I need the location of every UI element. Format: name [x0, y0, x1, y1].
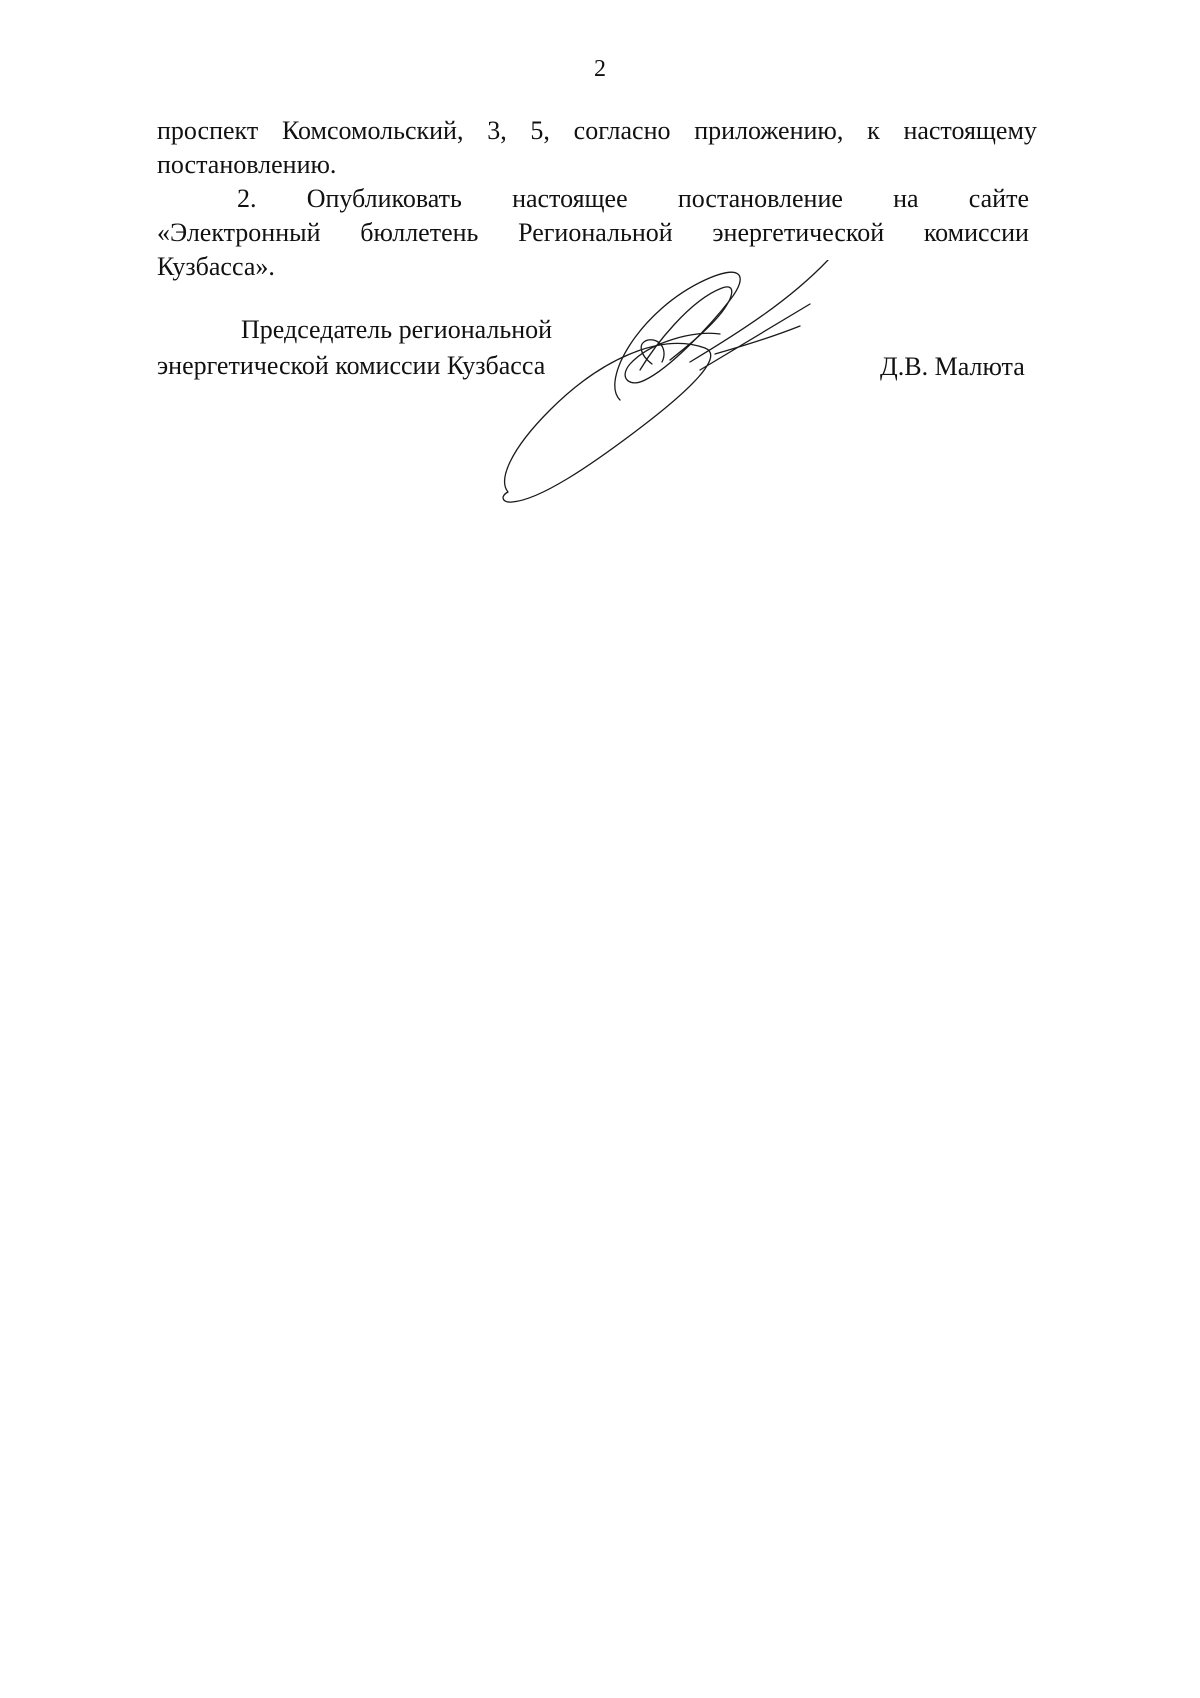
word: бюллетень — [360, 218, 479, 247]
word: настоящее — [512, 184, 628, 213]
word: приложению, — [694, 116, 844, 145]
word: согласно — [573, 116, 671, 145]
word: к — [867, 116, 880, 145]
word: на — [893, 184, 919, 213]
page-number: 2 — [594, 56, 606, 82]
word: «Электронный — [157, 218, 321, 247]
word: сайте — [968, 184, 1029, 213]
paragraph-2-line-3: Кузбасса». — [157, 252, 275, 281]
word: 5, — [530, 116, 550, 145]
word: энергетической — [712, 218, 885, 247]
paragraph-1-line-1 — [157, 114, 1037, 148]
handwritten-signature — [490, 260, 930, 550]
word: Региональной — [518, 218, 673, 247]
signature-title-line-2: энергетической комиссии Кузбасса — [157, 351, 546, 380]
paragraph-1 — [157, 114, 1037, 182]
paragraph-2-line-2 — [157, 216, 1029, 250]
word: комиссии — [923, 218, 1029, 247]
word: Опубликовать — [306, 184, 462, 213]
signature-title-line-1: Председатель региональной — [241, 315, 553, 344]
word: 2. — [237, 184, 257, 213]
signer-name: Д.В. Малюта — [880, 352, 1025, 381]
word: проспект — [157, 116, 259, 145]
word: постановление — [677, 184, 843, 213]
word: Комсомольский, — [281, 116, 464, 145]
paragraph-2-line-1 — [157, 182, 1029, 216]
paragraph-1-line-2: постановлению. — [157, 150, 337, 179]
word: 3, — [487, 116, 507, 145]
word: настоящему — [903, 116, 1037, 145]
